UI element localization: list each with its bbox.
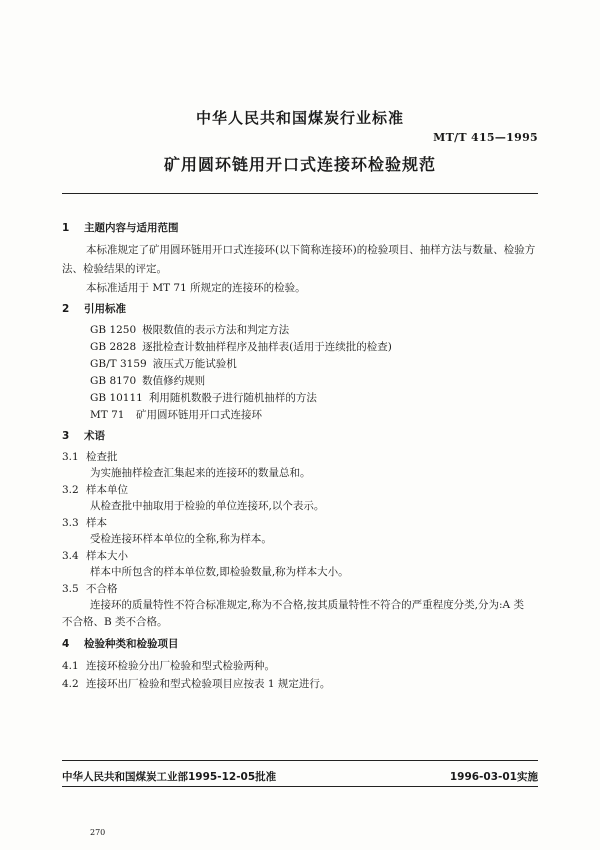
term-heading: 3.5 不合格	[62, 583, 118, 595]
term-definition: 受检连接环样本单位的全称,称为样本。	[90, 533, 272, 545]
standard-code: MT/T 415—1995	[433, 131, 538, 144]
term-heading: 3.2 样本单位	[62, 484, 128, 496]
footer-rule	[62, 760, 538, 761]
clause-item: 4.2 连接环出厂检验和型式检验项目应按表 1 规定进行。	[62, 678, 331, 690]
footer-bottom-rule	[62, 786, 538, 787]
reference-item: GB 1250 极限数值的表示方法和判定方法	[90, 324, 290, 336]
section-2-heading: 2 引用标准	[62, 303, 126, 315]
reference-item: GB 8170 数值修约规则	[90, 375, 206, 387]
term-heading: 3.1 检查批	[62, 451, 118, 463]
term-definition: 连接环的质量特性不符合标准规定,称为不合格,按其质量特性不符合的严重程度分类,分为:A 类	[90, 599, 524, 611]
term-heading: 3.4 样本大小	[62, 550, 128, 562]
header-rule	[62, 193, 538, 194]
section-1-paragraph-1: 本标准规定了矿用圆环链用开口式连接环(以下简称连接环)的检验项目、抽样方法与数量、检验方	[86, 244, 536, 256]
reference-item: MT 71 矿用圆环链用开口式连接环	[90, 409, 262, 421]
reference-item: GB/T 3159 液压式万能试验机	[90, 358, 237, 370]
term-definition: 样本中所包含的样本单位数,即检验数量,称为样本大小。	[90, 566, 349, 578]
term-heading: 3.3 样本	[62, 517, 107, 529]
term-definition: 为实施抽样检查汇集起来的连接环的数量总和。	[90, 467, 311, 479]
approval-date: 中华人民共和国煤炭工业部1995-12-05批准	[62, 771, 277, 783]
term-definition: 从检查批中抽取用于检验的单位连接环,以个表示。	[90, 500, 325, 512]
section-1-paragraph-2: 本标准适用于 MT 71 所规定的连接环的检验。	[86, 282, 306, 294]
section-4-heading: 4 检验种类和检验项目	[62, 638, 179, 650]
page-number: 270	[90, 828, 106, 837]
section-1-paragraph-1-continued: 法、检验结果的评定。	[62, 263, 167, 275]
reference-item: GB 10111 利用随机数骰子进行随机抽样的方法	[90, 392, 317, 404]
clause-item: 4.1 连接环检验分出厂检验和型式检验两种。	[62, 660, 275, 672]
section-1-heading: 1 主题内容与适用范围	[62, 222, 179, 234]
term-definition-continued: 不合格、B 类不合格。	[62, 616, 168, 628]
reference-item: GB 2828 逐批检查计数抽样程序及抽样表(适用于连续批的检查)	[90, 341, 392, 353]
section-3-heading: 3 术语	[62, 430, 105, 442]
issuing-organization: 中华人民共和国煤炭行业标准	[195, 109, 404, 127]
document-title: 矿用圆环链用开口式连接环检验规范	[163, 155, 436, 174]
implementation-date: 1996-03-01实施	[449, 771, 538, 783]
